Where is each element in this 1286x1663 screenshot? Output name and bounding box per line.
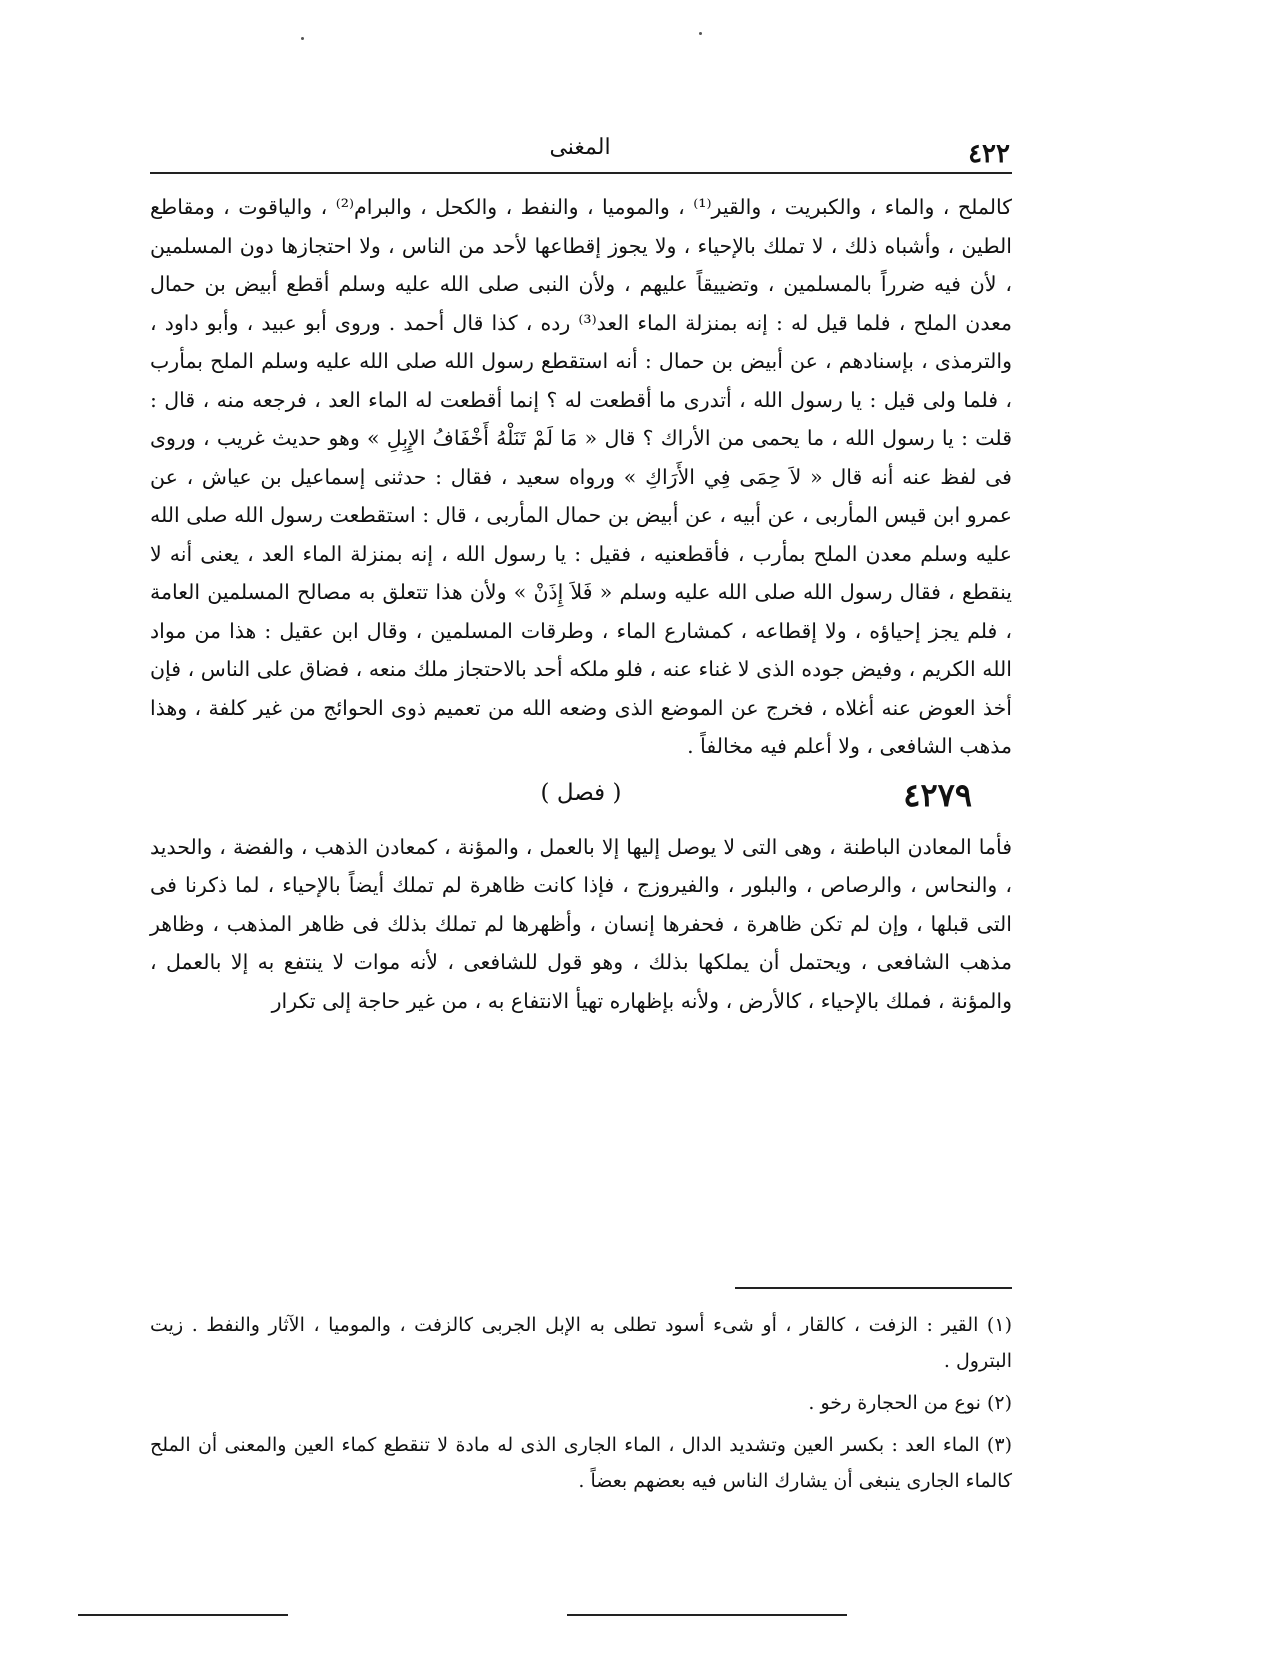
body-paragraph: فأما المعادن الباطنة ، وهى التى لا يوصل إليها إلا بالعمل ، والمؤنة ، كمعادن الذهب ، والفضة ، والحديد ، والنحاس ، والرصاص ، والبلور ، والفيروزج ، فإذا كانت ظاهرة لم تملك أيضاً بالإحياء ، لما ذكرنا فى التى قبلها ، وإن لم تكن ظاهرة ، فحفرها إنسان ، وأظهرها لم تملك بذلك فى ظاهر المذهب ، وظاهر مذهب الشافعى ، ويحتمل أن يملكها بذلك ، وهو قول للشافعى ، لأنه موات لا ينتفع به إلا بالعمل ، والمؤنة ، فملك بالإحياء ، كالأرض ، ولأنه بإظهاره تهيأ الانتفاع به ، من غير حاجة إلى تكرار (150, 834, 1013, 1013)
bottom-rule-right (567, 1614, 847, 1616)
page-number: ٤٢٢ (968, 139, 1010, 169)
footnote-rule (735, 1287, 1012, 1289)
bottom-rule-left (78, 1614, 288, 1616)
footnote: (٣) الماء العد : بكسر العين وتشديد الدال ، الماء الجارى الذى له مادة لا تنقطع كماء العين والمعنى أن الملح كالماء الجارى ينبغى أن يشارك الناس فيه بعضهم بعضاً . (150, 1434, 1012, 1492)
footnotes (150, 1307, 1012, 1505)
body-text (150, 188, 1012, 1020)
running-title: المغنى (549, 135, 611, 160)
page-header (150, 131, 1010, 171)
section-heading (150, 770, 1012, 828)
scan-speck (301, 37, 304, 40)
section-number: ٤٢٧٩ (903, 775, 972, 814)
body-paragraph: كالملح ، والماء ، والكبريت ، والقير⁽¹⁾ ، والموميا ، والنفط ، والكحل ، والبرام⁽²⁾ ، والياقوت ، ومقاطع الطين ، وأشباه ذلك ، لا تملك بالإحياء ، ولا يجوز إقطاعها لأحد من الناس ، ولا احتجازها دون المسلمين ، لأن فيه ضرراً بالمسلمين ، وتضييقاً عليهم ، ولأن النبى صلى الله عليه وسلم أقطع أبيض بن حمال معدن الملح ، فلما قيل له : إنه بمنزلة الماء العد⁽³⁾ رده ، كذا قال أحمد . وروى أبو عبيد ، وأبو داود ، والترمذى ، بإسنادهم ، عن أبيض بن حمال : أنه استقطع رسول الله صلى الله عليه وسلم الملح بمأرب ، فلما ولى قيل : يا رسول الله ، أتدرى ما أقطعت له ؟ إنما أقطعت له الماء العد ، فرجعه منه ، قال : قلت : يا رسول الله ، ما يحمى من الأراك ؟ قال « مَا لَمْ تَنَلْهُ أَخْفَافُ الإِبِلِ » وهو حديث غريب ، وروى فى لفظ عنه أنه قال « لاَ حِمَى فِي الأَرَاكِ » ورواه سعيد ، فقال : حدثنى إسماعيل بن عياش ، عن عمرو ابن قيس المأربى ، عن أبيه ، عن أبيض بن حمال المأربى ، قال : استقطعت رسول الله صلى الله عليه وسلم معدن الملح بمأرب ، فأقطعنيه ، فقيل : يا رسول الله ، إنه بمنزلة الماء العد ، يعنى أنه لا ينقطع ، فقال رسول الله صلى الله عليه وسلم « فَلاَ إِذَنْ » ولأن هذا تتعلق به مصالح المسلمين العامة ، فلم يجز إحياؤه ، ولا إقطاعه ، كمشارع الماء ، وطرقات المسلمين ، وقال ابن عقيل : هذا من مواد الله الكريم ، وفيض جوده الذى لا غناء عنه ، فلو ملكه أحد بالاحتجاز ملك منعه ، فضاق على الناس ، فإن أخذ العوض عنه أغلاه ، فخرج عن الموضع الذى وضعه الله من تعميم ذوى الحوائج من غير كلفة ، وهذا مذهب الشافعى ، ولا أعلم فيه مخالفاً . (150, 195, 1012, 758)
footnote: (٢) نوع من الحجارة رخو . (808, 1392, 1012, 1414)
footnote: (١) القير : الزفت ، كالقار ، أو شىء أسود تطلى به الإبل الجربى كالزفت ، والموميا ، الآثار والنفط . زيت البترول . (150, 1314, 1012, 1372)
scan-speck (699, 32, 702, 35)
header-rule (150, 172, 1012, 174)
section-title: ( فصل ) (540, 779, 622, 806)
